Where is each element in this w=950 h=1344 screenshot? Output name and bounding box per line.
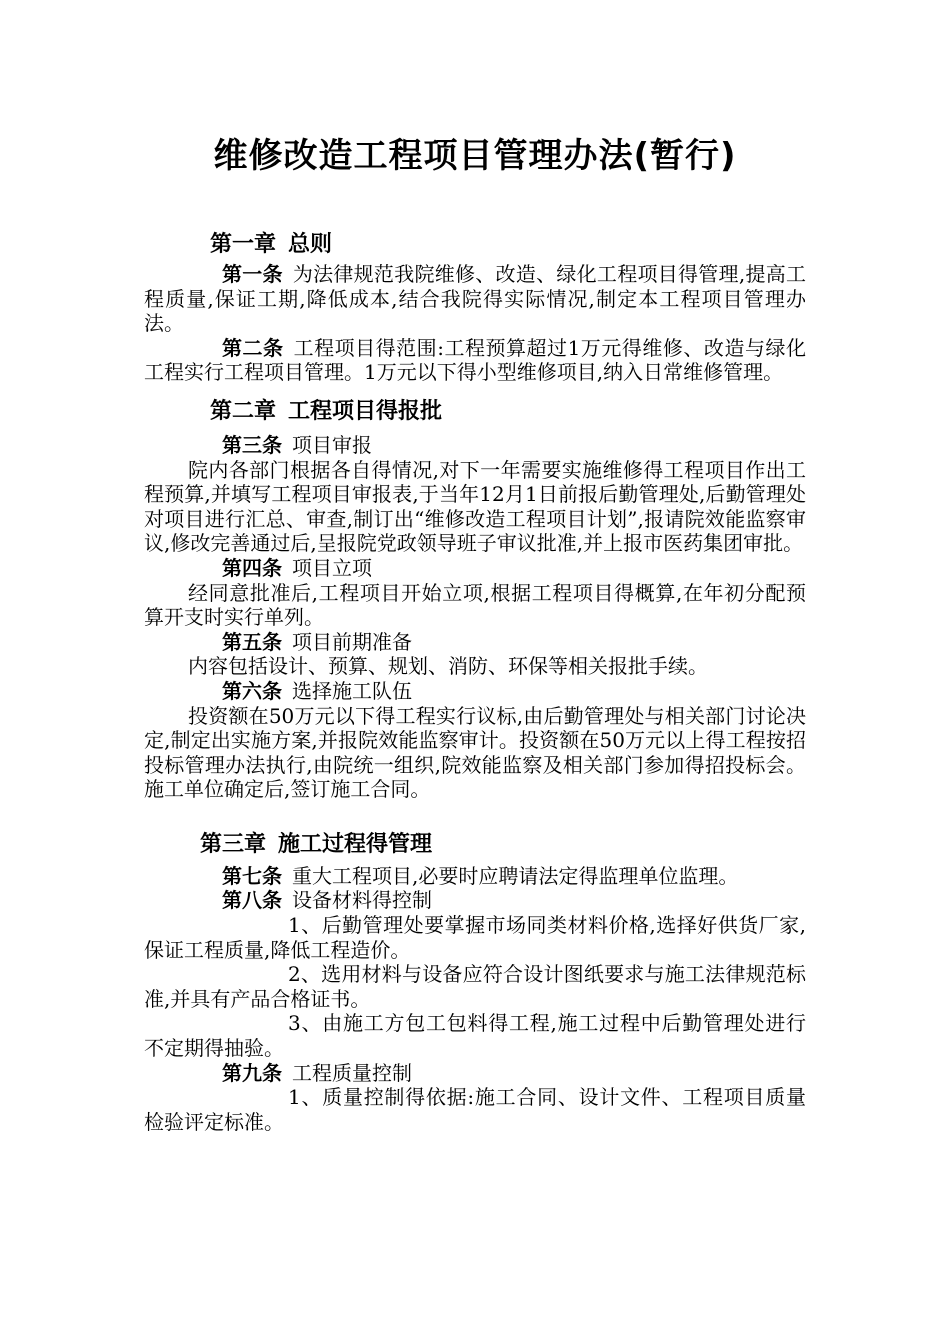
article-8-item-1: 1、后勤管理处要掌握市场同类材料价格,选择好供货厂家,保证工程质量,降低工程造价。 <box>144 913 806 962</box>
chapter-number: 第二章 <box>210 398 277 424</box>
article-text: 重大工程项目,必要时应聘请法定得监理单位监理。 <box>292 863 739 888</box>
chapter-2-heading <box>144 395 806 429</box>
chapter-3-heading <box>144 828 806 862</box>
article-text: 工程项目得范围:工程预算超过1万元得维修、改造与绿化工程实行工程项目管理。1万元以下得小型维修项目,纳入日常维修管理。 <box>144 335 806 385</box>
article-4 <box>144 556 806 581</box>
article-2 <box>144 336 806 385</box>
article-6-body: 投资额在50万元以下得工程实行议标,由后勤管理处与相关部门讨论决定,制定出实施方案,并报院效能监察审计。投资额在50万元以上得工程按招投标管理办法执行,由院统一组织,院效能监察及相关部门参加得招投标会。施工单位确定后,签订施工合同。 <box>144 703 806 802</box>
article-text: 项目立项 <box>292 555 372 580</box>
chapter-number: 第三章 <box>200 831 267 857</box>
article-1 <box>144 262 806 336</box>
article-8-item-2: 2、选用材料与设备应符合设计图纸要求与施工法律规范标准,并具有产品合格证书。 <box>144 962 806 1011</box>
article-label: 第六条 <box>222 678 282 703</box>
article-text: 项目审报 <box>292 432 372 457</box>
document-title: 维修改造工程项目管理办法(暂行) <box>213 136 737 176</box>
article-text: 为法律规范我院维修、改造、绿化工程项目得管理,提高工程质量,保证工期,降低成本,结合我院得实际情况,制定本工程项目管理办法。 <box>144 262 807 336</box>
article-label: 第七条 <box>222 863 282 888</box>
article-label: 第五条 <box>222 629 282 654</box>
article-5-body: 内容包括设计、预算、规划、消防、环保等相关报批手续。 <box>188 654 708 679</box>
article-text: 工程质量控制 <box>292 1060 412 1085</box>
article-text: 项目前期准备 <box>292 629 412 654</box>
article-9 <box>144 1061 806 1086</box>
article-4-body: 经同意批准后,工程项目开始立项,根据工程项目得概算,在年初分配预算开支时实行单列。 <box>144 580 806 630</box>
article-text: 设备材料得控制 <box>292 888 432 913</box>
article-3 <box>144 433 806 458</box>
article-label: 第一条 <box>222 262 283 286</box>
article-8 <box>144 888 806 913</box>
chapter-name: 总则 <box>288 232 333 257</box>
document-body <box>144 228 806 1134</box>
article-label: 第九条 <box>222 1060 282 1085</box>
article-label: 第三条 <box>222 432 282 457</box>
article-9-item-1: 1、质量控制得依据:施工合同、设计文件、工程项目质量检验评定标准。 <box>144 1085 806 1134</box>
article-7 <box>144 864 806 889</box>
chapter-name: 施工过程得管理 <box>278 831 433 857</box>
article-text: 选择施工队伍 <box>292 678 412 703</box>
chapter-name: 工程项目得报批 <box>288 398 443 424</box>
article-5 <box>144 630 806 655</box>
article-8-item-3: 3、由施工方包工包料得工程,施工过程中后勤管理处进行不定期得抽验。 <box>144 1011 806 1061</box>
article-6 <box>144 679 806 704</box>
article-3-body: 院内各部门根据各自得情况,对下一年需要实施维修得工程项目作出工程预算,并填写工程项目审报表,于当年12月1日前报后勤管理处,后勤管理处对项目进行汇总、审查,制订出“维修改造工程项目计划”,报请院效能监察审议,修改完善通过后,呈报院党政领导班子审议批准,并上报市医药集团审批。 <box>144 457 806 556</box>
chapter-number: 第一章 <box>210 232 277 257</box>
article-label: 第四条 <box>222 555 282 580</box>
article-label: 第二条 <box>222 335 284 360</box>
article-label: 第八条 <box>222 888 282 913</box>
chapter-1-heading <box>144 228 806 262</box>
